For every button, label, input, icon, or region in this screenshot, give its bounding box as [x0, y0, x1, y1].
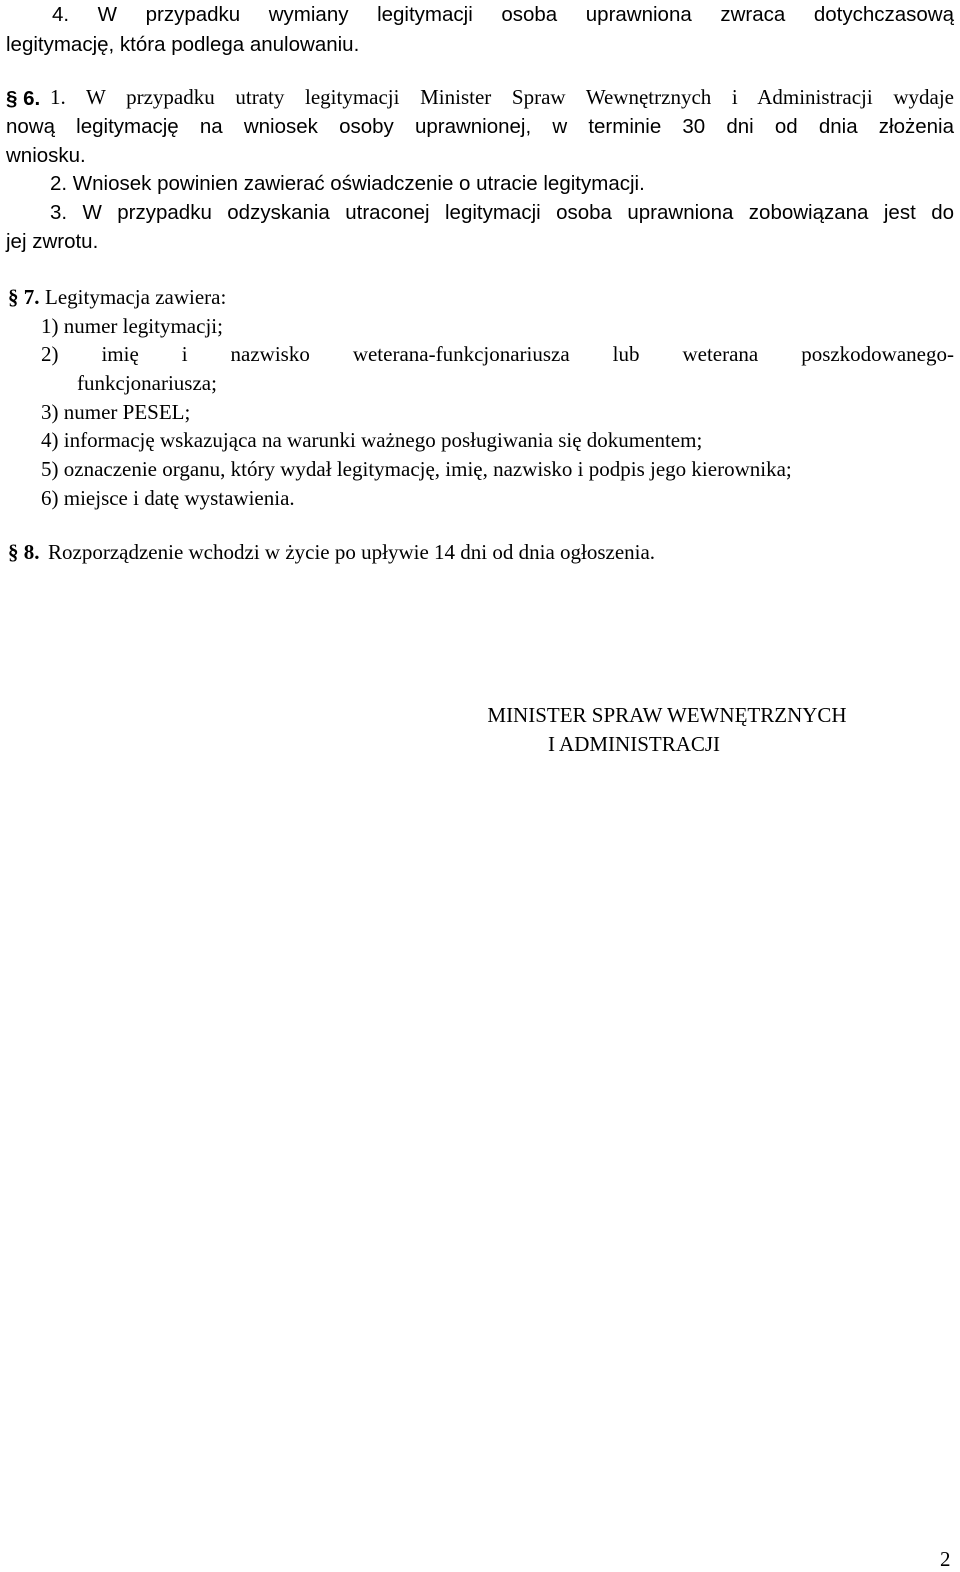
section6-p1-line1: 1. W przypadku utraty legitymacji Minister Spraw Wewnętrznych i Administracji wydaje	[50, 85, 954, 109]
list-item-3: 3) numer PESEL;	[41, 400, 191, 424]
signature-line1: MINISTER SPRAW WEWNĘTRZNYCH	[487, 703, 847, 727]
section6-mark: § 6.	[6, 87, 41, 110]
para4-line1: 4. W przypadku wymiany legitymacji osoba uprawniona zwraca dotychczasową	[52, 3, 954, 26]
section6-p2: 2. Wniosek powinien zawierać oświadczenie o utracie legitymacji.	[50, 172, 645, 195]
list-item-6: 6) miejsce i datę wystawienia.	[41, 486, 295, 510]
list-item-2: 2) imię i nazwisko weterana-funkcjonariusza lub weterana poszkodowanego-	[41, 342, 954, 366]
section6-p1-line3: wniosku.	[6, 144, 86, 167]
signature-line2: I ADMINISTRACJI	[547, 732, 721, 756]
list-item-5: 5) oznaczenie organu, który wydał legitymację, imię, nazwisko i podpis jego kierownika;	[41, 457, 792, 481]
list-item-1: 1) numer legitymacji;	[41, 314, 223, 338]
section7-mark: § 7.	[8, 285, 40, 309]
para4-line2: legitymację, która podlega anulowaniu.	[6, 33, 360, 56]
list-item-4: 4) informację wskazująca na warunki ważnego posługiwania się dokumentem;	[41, 428, 703, 452]
section6-p3-line2: jej zwrotu.	[6, 230, 99, 253]
section6-p3-line1: 3. W przypadku odzyskania utraconej legitymacji osoba uprawniona zobowiązana jest do	[50, 201, 954, 224]
list-item-2-cont: funkcjonariusza;	[77, 371, 217, 395]
page-number: 2	[940, 1547, 951, 1571]
section6-p1-line2: nową legitymację na wniosek osoby uprawnionej, w terminie 30 dni od dnia złożenia	[6, 115, 954, 138]
section8-mark: § 8.	[8, 540, 40, 564]
section8-text: Rozporządzenie wchodzi w życie po upływie 14 dni od dnia ogłoszenia.	[48, 540, 656, 564]
section7-intro: Legitymacja zawiera:	[45, 285, 227, 309]
